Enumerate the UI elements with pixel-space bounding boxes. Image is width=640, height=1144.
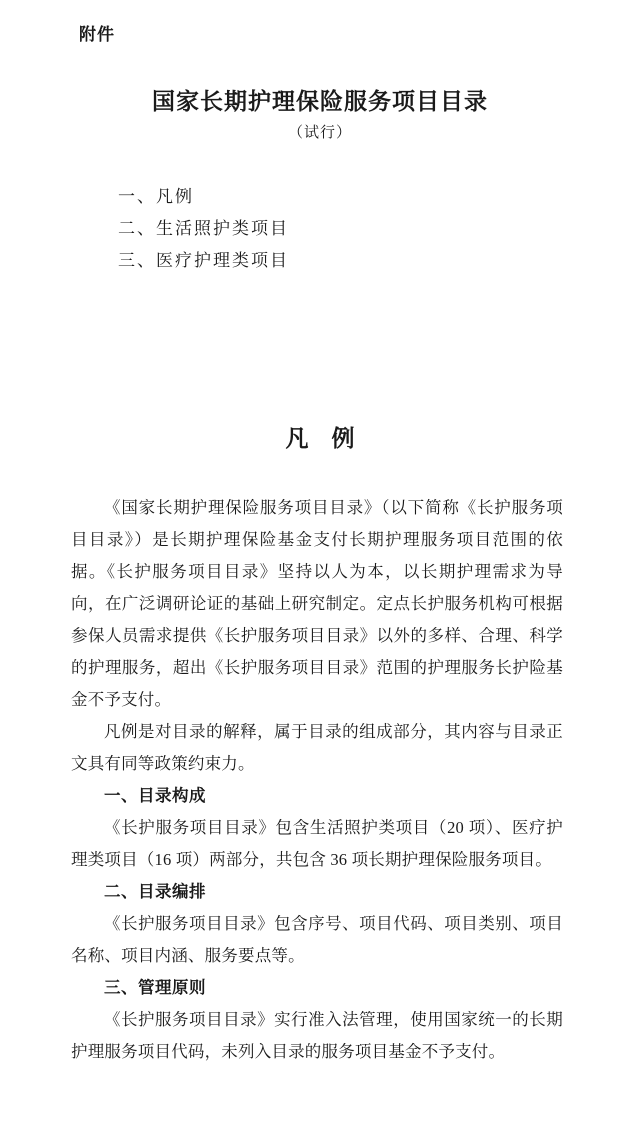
section-heading-management-principles: 三、管理原则 bbox=[104, 979, 206, 997]
document-subtitle: （试行） bbox=[287, 125, 352, 141]
body-paragraph-intro: 《国家长期护理保险服务项目目录》（以下简称《长护服务项目目录》）是长期护理保险基金支付长期护理服务项目范围的依据。《长护服务项目目录》坚持以人为本，以长期护理需求为导向，在广泛调研论证的基础上研究制定。定点长护服务机构可根据参保人员需求提供《长护服务项目目录》以外的多样、合理、科学的护理服务，超出《长护服务项目目录》范围的护理服务长护险基金不予支付。 bbox=[71, 498, 563, 709]
section-title-general-notes: 凡 例 bbox=[285, 426, 355, 451]
document-title: 国家长期护理保险服务项目目录 bbox=[152, 89, 488, 114]
body-paragraph-catalog-arrangement: 《长护服务项目目录》包含序号、项目代码、项目类别、项目名称、项目内涵、服务要点等。 bbox=[71, 914, 563, 965]
body-paragraph-catalog-composition: 《长护服务项目目录》包含生活照护类项目（20 项）、医疗护理类项目（16 项）两部分，共包含 36 项长期护理保险服务项目。 bbox=[71, 818, 563, 869]
body-paragraph-notes-effect: 凡例是对目录的解释，属于目录的组成部分，其内容与目录正文具有同等政策约束力。 bbox=[71, 722, 563, 773]
body-paragraph-management-principles: 《长护服务项目目录》实行准入法管理，使用国家统一的长期护理服务项目代码，未列入目录的服务项目基金不予支付。 bbox=[71, 1010, 563, 1061]
toc-item-daily-care-projects: 二、生活照护类项目 bbox=[118, 219, 289, 238]
toc-item-general-notes: 一、凡例 bbox=[118, 187, 194, 206]
attachment-label: 附件 bbox=[79, 25, 115, 44]
section-heading-catalog-composition: 一、目录构成 bbox=[104, 787, 206, 805]
table-of-contents bbox=[118, 181, 289, 277]
toc-item-medical-care-projects: 三、医疗护理类项目 bbox=[118, 251, 289, 270]
document-body bbox=[71, 492, 563, 1068]
section-heading-catalog-arrangement: 二、目录编排 bbox=[104, 883, 206, 901]
